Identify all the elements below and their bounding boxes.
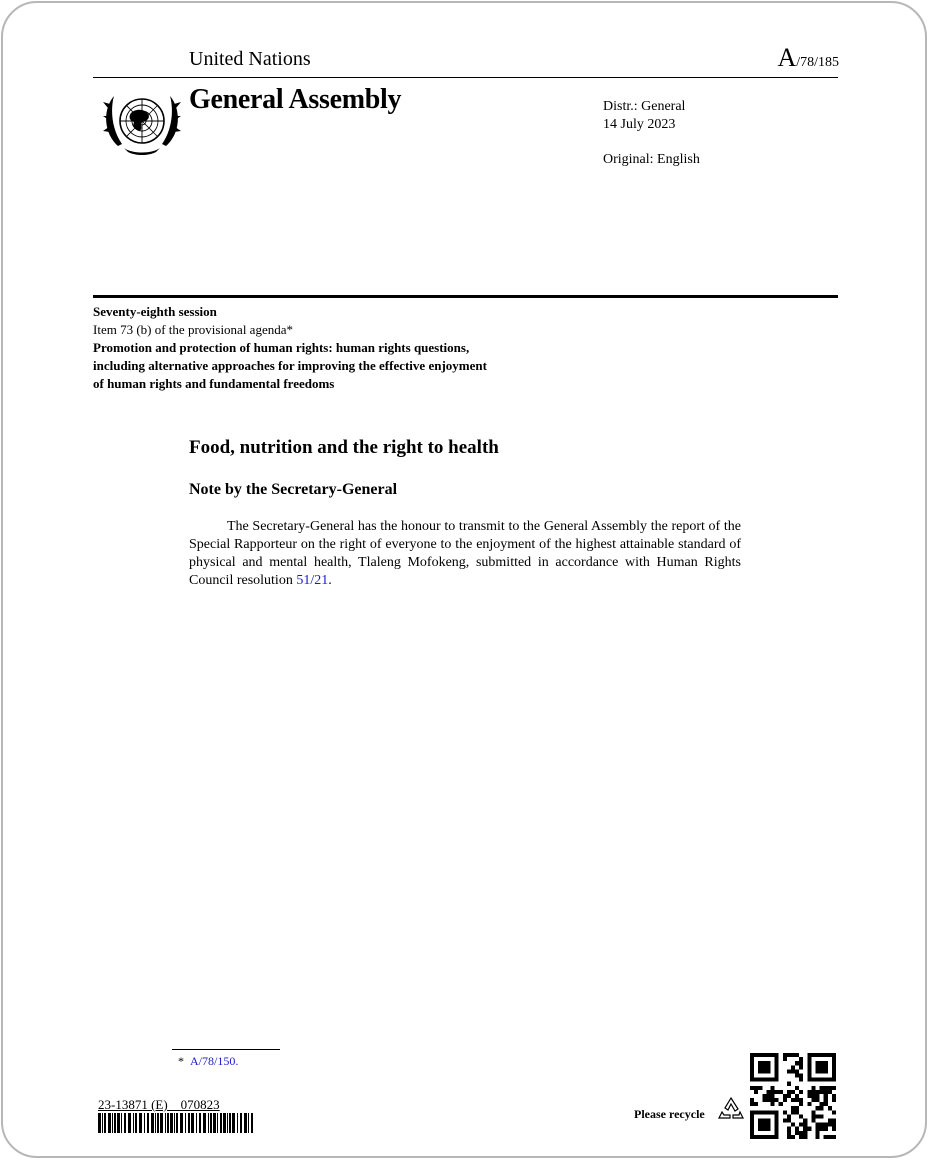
qr-module [795, 1073, 799, 1077]
qr-module [791, 1053, 795, 1057]
qr-module [799, 1078, 803, 1082]
qr-module [828, 1106, 832, 1110]
qr-module [783, 1119, 787, 1123]
qr-module [795, 1131, 799, 1135]
qr-module [775, 1119, 779, 1123]
qr-module [762, 1061, 766, 1065]
qr-module [832, 1135, 836, 1139]
qr-module [762, 1119, 766, 1123]
qr-module [758, 1086, 762, 1090]
qr-module [795, 1094, 799, 1098]
qr-module [811, 1098, 815, 1102]
qr-module [791, 1090, 795, 1094]
qr-module [775, 1069, 779, 1073]
qr-module [779, 1102, 783, 1106]
qr-module [824, 1098, 828, 1102]
qr-module [828, 1078, 832, 1082]
qr-module [750, 1069, 754, 1073]
barcode-bar [165, 1113, 166, 1133]
barcode-bar [232, 1113, 235, 1133]
barcode-bar [208, 1113, 209, 1133]
qr-module [832, 1086, 836, 1090]
qr-module [816, 1094, 820, 1098]
qr-module [750, 1073, 754, 1077]
qr-module [811, 1094, 815, 1098]
qr-module [799, 1065, 803, 1069]
barcode-bar [108, 1113, 111, 1133]
footnote-rule [172, 1049, 280, 1050]
resolution-link[interactable]: 51/21 [296, 573, 329, 588]
qr-module [799, 1123, 803, 1127]
qr-module [820, 1106, 824, 1110]
qr-module [799, 1135, 803, 1139]
qr-module [770, 1086, 774, 1090]
qr-module [754, 1053, 758, 1057]
barcode-bar [167, 1113, 169, 1133]
barcode-bar [244, 1113, 247, 1133]
qr-module [770, 1078, 774, 1082]
qr-module [775, 1131, 779, 1135]
qr-module [766, 1110, 770, 1114]
qr-module [766, 1098, 770, 1102]
qr-module [775, 1114, 779, 1118]
barcode-bar [124, 1113, 126, 1133]
qr-module [811, 1090, 815, 1094]
header-rule [93, 77, 838, 78]
qr-module [807, 1061, 811, 1065]
barcode-bar [191, 1113, 194, 1133]
qr-module [787, 1127, 791, 1131]
qr-module [791, 1106, 795, 1110]
body-paragraph [189, 518, 741, 590]
qr-module [816, 1131, 820, 1135]
barcode-bar [144, 1113, 145, 1133]
qr-module [807, 1057, 811, 1061]
qr-module [795, 1069, 799, 1073]
qr-module [824, 1069, 828, 1073]
qr-module [762, 1135, 766, 1139]
barcode-bar [220, 1113, 222, 1133]
qr-module [770, 1135, 774, 1139]
qr-module [754, 1086, 758, 1090]
qr-module [750, 1127, 754, 1131]
qr-module [824, 1086, 828, 1090]
qr-module [795, 1106, 799, 1110]
session-rule [93, 295, 838, 298]
barcode-bar [160, 1113, 163, 1133]
qr-module [766, 1127, 770, 1131]
qr-module [832, 1073, 836, 1077]
qr-module [750, 1110, 754, 1114]
qr-module [824, 1127, 828, 1131]
qr-module [791, 1135, 795, 1139]
qr-module [803, 1127, 807, 1131]
barcode-bar [157, 1113, 159, 1133]
qr-module [811, 1078, 815, 1082]
barcode-bar [199, 1113, 201, 1133]
barcode-bar [248, 1113, 249, 1133]
qr-module [758, 1053, 762, 1057]
barcode-bar [188, 1113, 190, 1133]
qr-module [807, 1065, 811, 1069]
qr-module [783, 1110, 787, 1114]
qr-module [762, 1053, 766, 1057]
qr-module [820, 1069, 824, 1073]
barcode-bar [185, 1113, 186, 1133]
qr-module [799, 1090, 803, 1094]
qr-module [750, 1131, 754, 1135]
qr-module [791, 1098, 795, 1102]
agenda-item: Item 73 (b) of the provisional agenda* [93, 322, 293, 337]
qr-module [820, 1114, 824, 1118]
qr-module [816, 1135, 820, 1139]
barcode-bar [237, 1113, 238, 1133]
barcode-bar [251, 1113, 253, 1133]
qr-module [824, 1078, 828, 1082]
qr-module [762, 1094, 766, 1098]
qr-module [775, 1127, 779, 1131]
barcode-bar [203, 1113, 206, 1133]
qr-module [820, 1053, 824, 1057]
footnote-marker: * [178, 1054, 184, 1068]
barcode-bar [170, 1113, 173, 1133]
document-subtitle: Note by the Secretary-General [189, 481, 398, 498]
qr-module [807, 1090, 811, 1094]
qr-module [754, 1135, 758, 1139]
qr-module [750, 1135, 754, 1139]
body-text: The Secretary-General has the honour to transmit to the General Assembly the report of the Special Rapporteur on the right of everyone to the enjoyment of the highest attainable standard of physical and mental health, Tlaleng Mofokeng, submitted in accordance with Human Rights Council resolution [189, 519, 741, 588]
qr-module [775, 1053, 779, 1057]
qr-module [799, 1057, 803, 1061]
barcode-bar [98, 1113, 101, 1133]
qr-module [750, 1061, 754, 1065]
footnote [178, 1054, 238, 1069]
qr-module [766, 1069, 770, 1073]
qr-module [828, 1086, 832, 1090]
qr-module [807, 1102, 811, 1106]
un-emblem-icon [98, 86, 186, 160]
session-name: Seventy-eighth session [93, 304, 217, 319]
document-date: 14 July 2023 [603, 117, 676, 132]
qr-module [754, 1102, 758, 1106]
qr-module [820, 1090, 824, 1094]
qr-module [816, 1061, 820, 1065]
body-text-end: . [328, 573, 332, 588]
qr-module [828, 1135, 832, 1139]
qr-module [824, 1102, 828, 1106]
qr-module [775, 1110, 779, 1114]
qr-module [787, 1094, 791, 1098]
qr-module [816, 1114, 820, 1118]
qr-module [811, 1086, 815, 1090]
barcode-bar [174, 1113, 175, 1133]
qr-module [766, 1135, 770, 1139]
barcode-bar [128, 1113, 131, 1133]
qr-module [770, 1102, 774, 1106]
barcode-bar [155, 1113, 156, 1133]
barcode-bar [104, 1113, 106, 1133]
qr-module [824, 1123, 828, 1127]
barcode-bar [133, 1113, 134, 1133]
qr-module [816, 1106, 820, 1110]
qr-module [750, 1102, 754, 1106]
qr-module [832, 1110, 836, 1114]
qr-module [832, 1057, 836, 1061]
qr-module [803, 1131, 807, 1135]
qr-module [762, 1127, 766, 1131]
qr-module [775, 1090, 779, 1094]
symbol-prefix: A [777, 43, 797, 72]
qr-module [766, 1123, 770, 1127]
footnote-link[interactable]: A/78/150. [190, 1054, 239, 1068]
qr-module [816, 1123, 820, 1127]
qr-module [816, 1127, 820, 1131]
barcode-bar [180, 1113, 183, 1133]
qr-module [750, 1114, 754, 1118]
barcode-bar [147, 1113, 149, 1133]
qr-module [799, 1061, 803, 1065]
qr-module [811, 1114, 815, 1118]
qr-module [820, 1086, 824, 1090]
qr-module [750, 1065, 754, 1069]
qr-module [758, 1078, 762, 1082]
qr-module [783, 1094, 787, 1098]
qr-module [758, 1127, 762, 1131]
barcode [98, 1113, 256, 1133]
qr-module [750, 1078, 754, 1082]
qr-module [828, 1090, 832, 1094]
qr-module [832, 1065, 836, 1069]
qr-module [775, 1123, 779, 1127]
qr-module [758, 1069, 762, 1073]
qr-module [811, 1110, 815, 1114]
barcode-bar [217, 1113, 218, 1133]
qr-module [799, 1098, 803, 1102]
qr-module [770, 1090, 774, 1094]
qr-module [758, 1123, 762, 1127]
qr-module [770, 1053, 774, 1057]
qr-module [832, 1078, 836, 1082]
qr-module [750, 1053, 754, 1057]
qr-module [762, 1098, 766, 1102]
qr-module [787, 1082, 791, 1086]
barcode-bar [121, 1113, 122, 1133]
qr-module [775, 1135, 779, 1139]
qr-module [832, 1061, 836, 1065]
qr-module [811, 1053, 815, 1057]
qr-module [824, 1090, 828, 1094]
qr-module [832, 1098, 836, 1102]
qr-module [820, 1065, 824, 1069]
qr-module [758, 1065, 762, 1069]
qr-module [766, 1053, 770, 1057]
qr-module [807, 1073, 811, 1077]
qr-module [824, 1065, 828, 1069]
qr-module [758, 1119, 762, 1123]
qr-module [787, 1053, 791, 1057]
qr-module [766, 1078, 770, 1082]
qr-module [750, 1098, 754, 1102]
qr-module [787, 1090, 791, 1094]
qr-module [820, 1078, 824, 1082]
qr-module [795, 1061, 799, 1065]
qr-module [828, 1053, 832, 1057]
qr-module [766, 1061, 770, 1065]
qr-module [832, 1069, 836, 1073]
barcode-bar [135, 1113, 137, 1133]
qr-module [807, 1127, 811, 1131]
qr-module [758, 1135, 762, 1139]
qr-module [795, 1086, 799, 1090]
barcode-bar [223, 1113, 226, 1133]
qr-module [754, 1078, 758, 1082]
qr-module [762, 1069, 766, 1073]
qr-module [766, 1090, 770, 1094]
barcode-bar [210, 1113, 212, 1133]
qr-module [779, 1090, 783, 1094]
qr-module [795, 1098, 799, 1102]
qr-module [775, 1061, 779, 1065]
qr-code [750, 1053, 836, 1139]
barcode-bar [196, 1113, 197, 1133]
qr-module [787, 1135, 791, 1139]
qr-module [766, 1065, 770, 1069]
qr-module [803, 1135, 807, 1139]
session-block [93, 303, 493, 393]
organization-name: United Nations [189, 48, 311, 70]
qr-module [775, 1073, 779, 1077]
qr-module [775, 1078, 779, 1082]
qr-module [799, 1073, 803, 1077]
qr-module [766, 1119, 770, 1123]
job-number: 23-13871 (E) 070823 [98, 1097, 220, 1112]
agenda-title: Promotion and protection of human rights: human rights questions, including alternative approaches for improving the effective enjoyment of human rights and fundamental freedoms [93, 340, 487, 391]
qr-module [787, 1069, 791, 1073]
qr-module [762, 1110, 766, 1114]
qr-module [791, 1069, 795, 1073]
qr-module [832, 1123, 836, 1127]
qr-module [832, 1119, 836, 1123]
qr-module [828, 1123, 832, 1127]
barcode-bar [240, 1113, 242, 1133]
qr-module [803, 1123, 807, 1127]
qr-module [762, 1065, 766, 1069]
recycle-icon [716, 1094, 746, 1124]
barcode-bar [102, 1113, 103, 1133]
qr-module [754, 1090, 758, 1094]
qr-module [795, 1110, 799, 1114]
qr-module [816, 1065, 820, 1069]
qr-module [795, 1127, 799, 1131]
qr-module [791, 1110, 795, 1114]
qr-module [762, 1123, 766, 1127]
qr-module [824, 1053, 828, 1057]
barcode-bar [213, 1113, 216, 1133]
barcode-bar [176, 1113, 178, 1133]
qr-module [820, 1123, 824, 1127]
document-title: Food, nutrition and the right to health [189, 437, 499, 458]
distribution-label: Distr.: General [603, 99, 686, 114]
qr-module [807, 1053, 811, 1057]
barcode-bar [117, 1113, 120, 1133]
qr-module [832, 1053, 836, 1057]
barcode-bar [112, 1113, 113, 1133]
qr-module [775, 1057, 779, 1061]
qr-module [787, 1119, 791, 1123]
qr-module [750, 1123, 754, 1127]
qr-module [824, 1135, 828, 1139]
qr-module [787, 1114, 791, 1118]
qr-module [783, 1057, 787, 1061]
qr-module [775, 1065, 779, 1069]
barcode-bar [227, 1113, 228, 1133]
qr-module [816, 1069, 820, 1073]
qr-module [791, 1123, 795, 1127]
qr-module [762, 1078, 766, 1082]
barcode-bar [229, 1113, 231, 1133]
body-title: General Assembly [189, 84, 402, 115]
barcode-bar [139, 1113, 142, 1133]
qr-module [820, 1102, 824, 1106]
qr-module [787, 1131, 791, 1135]
qr-module [770, 1098, 774, 1102]
qr-module [807, 1069, 811, 1073]
barcode-bar [151, 1113, 154, 1133]
qr-module [803, 1119, 807, 1123]
qr-module [754, 1110, 758, 1114]
qr-module [816, 1090, 820, 1094]
qr-module [816, 1098, 820, 1102]
qr-module [758, 1061, 762, 1065]
qr-module [832, 1127, 836, 1131]
qr-module [770, 1110, 774, 1114]
qr-module [750, 1086, 754, 1090]
qr-module [799, 1102, 803, 1106]
qr-module [824, 1094, 828, 1098]
symbol-suffix: /78/185 [796, 55, 839, 70]
qr-module [816, 1053, 820, 1057]
barcode-bar [114, 1113, 116, 1133]
qr-module [807, 1078, 811, 1082]
qr-module [799, 1114, 803, 1118]
qr-module [811, 1119, 815, 1123]
qr-module [795, 1053, 799, 1057]
qr-module [799, 1131, 803, 1135]
qr-module [758, 1110, 762, 1114]
qr-module [807, 1094, 811, 1098]
distribution-block [603, 98, 685, 134]
qr-module [828, 1119, 832, 1123]
qr-module [820, 1127, 824, 1131]
qr-module [791, 1065, 795, 1069]
qr-module [824, 1061, 828, 1065]
qr-module [820, 1061, 824, 1065]
document-symbol [777, 43, 839, 73]
qr-module [832, 1094, 836, 1098]
qr-module [783, 1053, 787, 1057]
qr-module [750, 1119, 754, 1123]
qr-module [775, 1098, 779, 1102]
qr-module [766, 1094, 770, 1098]
qr-module [783, 1098, 787, 1102]
recycle-label: Please recycle [634, 1107, 705, 1121]
qr-module [770, 1094, 774, 1098]
qr-module [750, 1057, 754, 1061]
original-language: Original: English [603, 152, 700, 167]
qr-module [816, 1078, 820, 1082]
